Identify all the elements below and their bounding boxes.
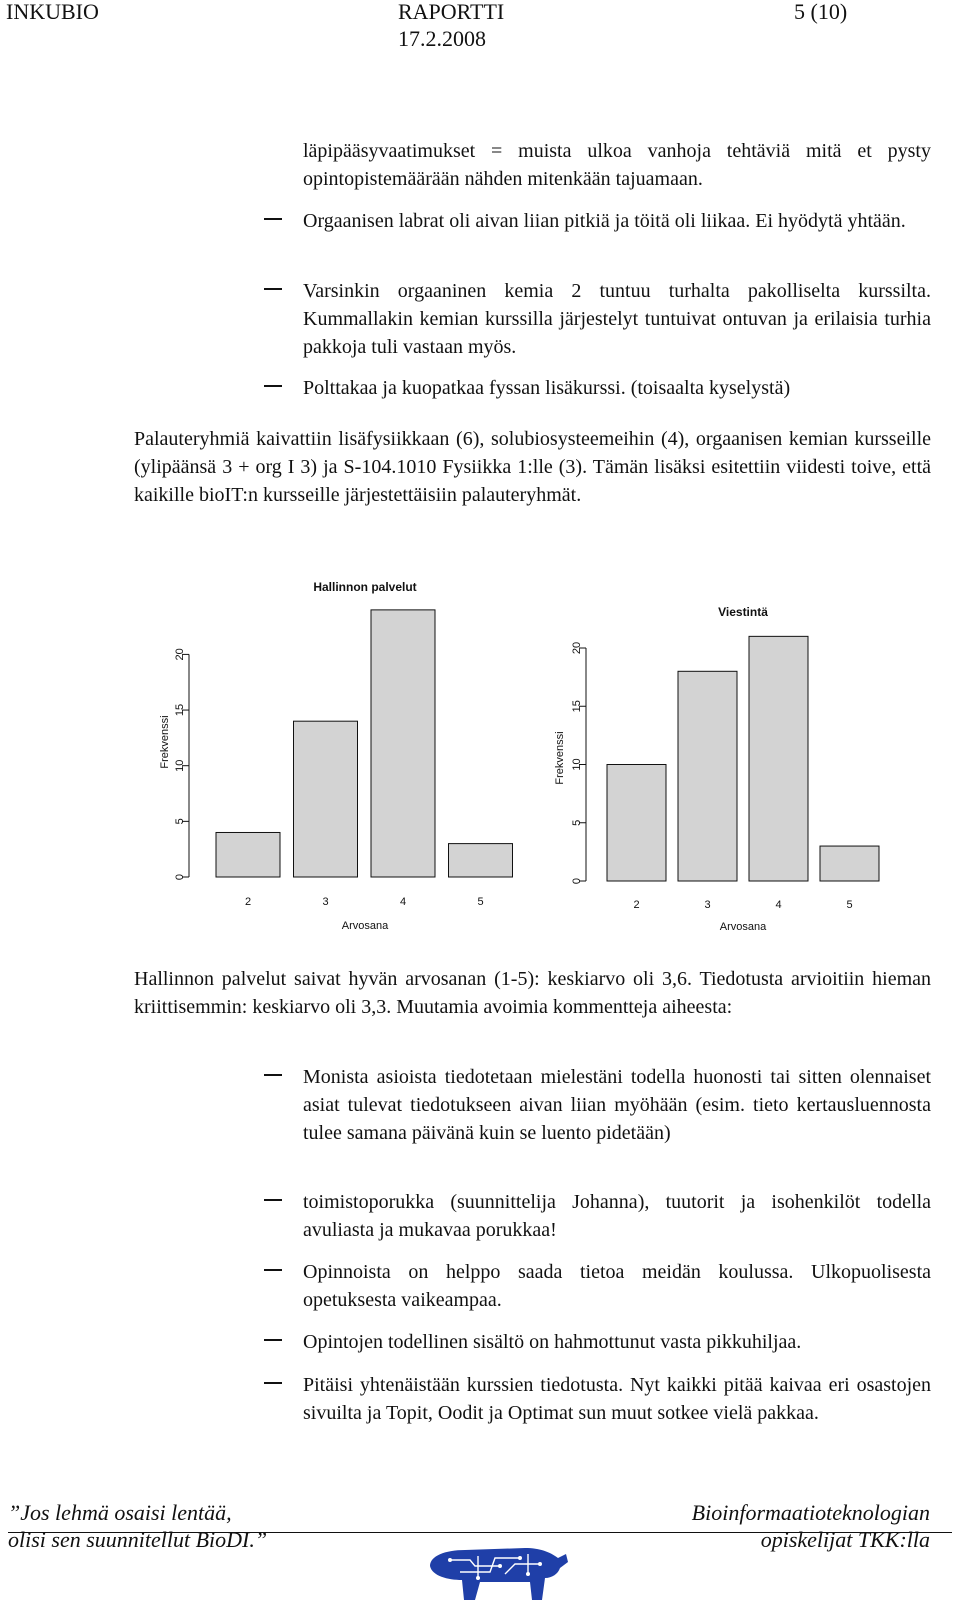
y-axis-label: Frekvenssi bbox=[159, 715, 171, 769]
y-tick-label: 0 bbox=[571, 877, 583, 885]
x-category-label: 4 bbox=[775, 899, 782, 911]
bullet-dash bbox=[264, 385, 282, 387]
bullet-item: Varsinkin orgaaninen kemia 2 tuntuu turhalta pakolliselta kurssilta. Kummallakin kemian kurssilla järjestelyt tuntuivat ontuvan ja erilaisia turhia pakkoja tuli vastaan myös. bbox=[303, 280, 931, 358]
bullet-item: toimistoporukka (suunnittelija Johanna), tuutorit ja isohenkilöt todella avuliasta ja mukavaa porukkaa! bbox=[303, 1191, 931, 1241]
y-tick-label: 10 bbox=[174, 759, 186, 772]
paragraph-palauteryhmat: Palauteryhmiä kaivattiin lisäfysiikkaan (6), solubiosysteemeihin (4), orgaanisen kemian kursseille (ylipäänsä 3 + org I 3) ja S-104.1010 Fysiikka 1:lle (3). Tämän lisäksi esitettiin viidesti toive, että kaikille bioIT:n kursseille järjestettäisiin palauteryhmät. bbox=[134, 428, 931, 506]
bar-2 bbox=[216, 832, 280, 877]
y-tick-label: 20 bbox=[174, 648, 186, 661]
x-axis-label: Arvosana bbox=[341, 920, 389, 932]
y-tick-label: 5 bbox=[174, 818, 186, 825]
bullet-item: Opinnoista on helppo saada tietoa meidän koulussa. Ulkopuolisesta opetuksesta vaikeampaa. bbox=[303, 1261, 931, 1311]
bullet-item: Pitäisi yhtenäistään kurssien tiedotusta. Nyt kaikki pitää kaivaa eri osastojen sivuilta ja Topit, Oodit ja Optimat sun muut sotkee vielä pakkaa. bbox=[303, 1374, 931, 1424]
continuation-paragraph: läpipääsyvaatimukset = muista ulkoa vanhoja tehtäviä mitä et pysty opintopistemäärään nähden mitenkään tajuamaan. bbox=[303, 140, 931, 190]
bullet-item: Polttakaa ja kuopatkaa fyssan lisäkurssi. (toisaalta kyselystä) bbox=[303, 377, 791, 399]
bar-3 bbox=[294, 721, 358, 877]
x-category-label: 3 bbox=[704, 899, 711, 911]
y-tick-label: 0 bbox=[174, 873, 186, 881]
header-page: 5 (10) bbox=[794, 0, 848, 24]
x-category-label: 5 bbox=[846, 899, 853, 911]
header-doc-type: RAPORTTI bbox=[398, 0, 505, 24]
bar-2 bbox=[607, 765, 666, 882]
paragraph-hallinnon-palvelut: Hallinnon palvelut saivat hyvän arvosanan (1-5): keskiarvo oli 3,6. Tiedotusta arvioitiin hieman kriittisemmin: keskiarvo oli 3,3. Muutamia avoimia kommentteja aiheesta: bbox=[134, 968, 931, 1018]
x-category-label: 2 bbox=[244, 896, 252, 908]
footer-right-line2: opiskelijat TKK:lla bbox=[760, 1527, 930, 1552]
x-axis-label: Arvosana bbox=[719, 921, 767, 933]
y-tick-label: 5 bbox=[571, 819, 583, 826]
bar-4 bbox=[749, 636, 808, 881]
bullet-item: Orgaanisen labrat oli aivan liian pitkiä ja töitä oli liikaa. Ei hyödytä yhtään. bbox=[303, 210, 906, 232]
footer-right-line1: Bioinformaatioteknologian bbox=[691, 1500, 930, 1525]
bullet-dash bbox=[264, 1269, 282, 1271]
y-tick-label: 15 bbox=[174, 703, 186, 717]
x-category-label: 3 bbox=[322, 896, 329, 908]
bullet-dash bbox=[264, 288, 282, 290]
bullet-dash bbox=[264, 1382, 282, 1384]
header-org: INKUBIO bbox=[6, 0, 99, 24]
x-category-label: 4 bbox=[399, 896, 407, 908]
bar-5 bbox=[820, 846, 879, 881]
y-tick-label: 15 bbox=[571, 700, 583, 713]
chart-hallinnon-palvelut bbox=[150, 570, 530, 940]
footer-quote-line2: olisi sen suunnitellut BioDI.” bbox=[8, 1527, 268, 1552]
bullet-dash bbox=[264, 1199, 282, 1201]
bullet-item: Monista asioista tiedotetaan mielestäni todella huonosti tai sitten olennaiset asiat tulevat tiedotukseen aivan liian myöhään (esim. tieto kertausluennosta tulee samana päivänä kuin se luento pidetään) bbox=[303, 1066, 931, 1144]
bar-3 bbox=[678, 671, 737, 881]
y-tick-label: 20 bbox=[571, 641, 583, 655]
header-date: 17.2.2008 bbox=[398, 26, 486, 51]
y-tick-label: 10 bbox=[571, 758, 583, 771]
bullet-dash bbox=[264, 1339, 282, 1341]
chart-title: Viestintä bbox=[718, 605, 768, 619]
bar-5 bbox=[449, 844, 513, 877]
cow-circuit-logo-icon bbox=[420, 1538, 570, 1606]
bullet-dash bbox=[264, 218, 282, 220]
footer-quote-line1: ”Jos lehmä osaisi lentää, bbox=[8, 1500, 232, 1525]
chart-title: Hallinnon palvelut bbox=[313, 580, 417, 594]
y-axis-label: Frekvenssi bbox=[554, 731, 566, 785]
x-category-label: 2 bbox=[633, 899, 640, 911]
bullet-dash bbox=[264, 1074, 282, 1076]
bar-4 bbox=[371, 610, 435, 877]
bullet-item: Opintojen todellinen sisältö on hahmottunut vasta pikkuhiljaa. bbox=[303, 1331, 802, 1353]
x-category-label: 5 bbox=[477, 896, 484, 908]
chart-viestinta bbox=[545, 595, 895, 945]
